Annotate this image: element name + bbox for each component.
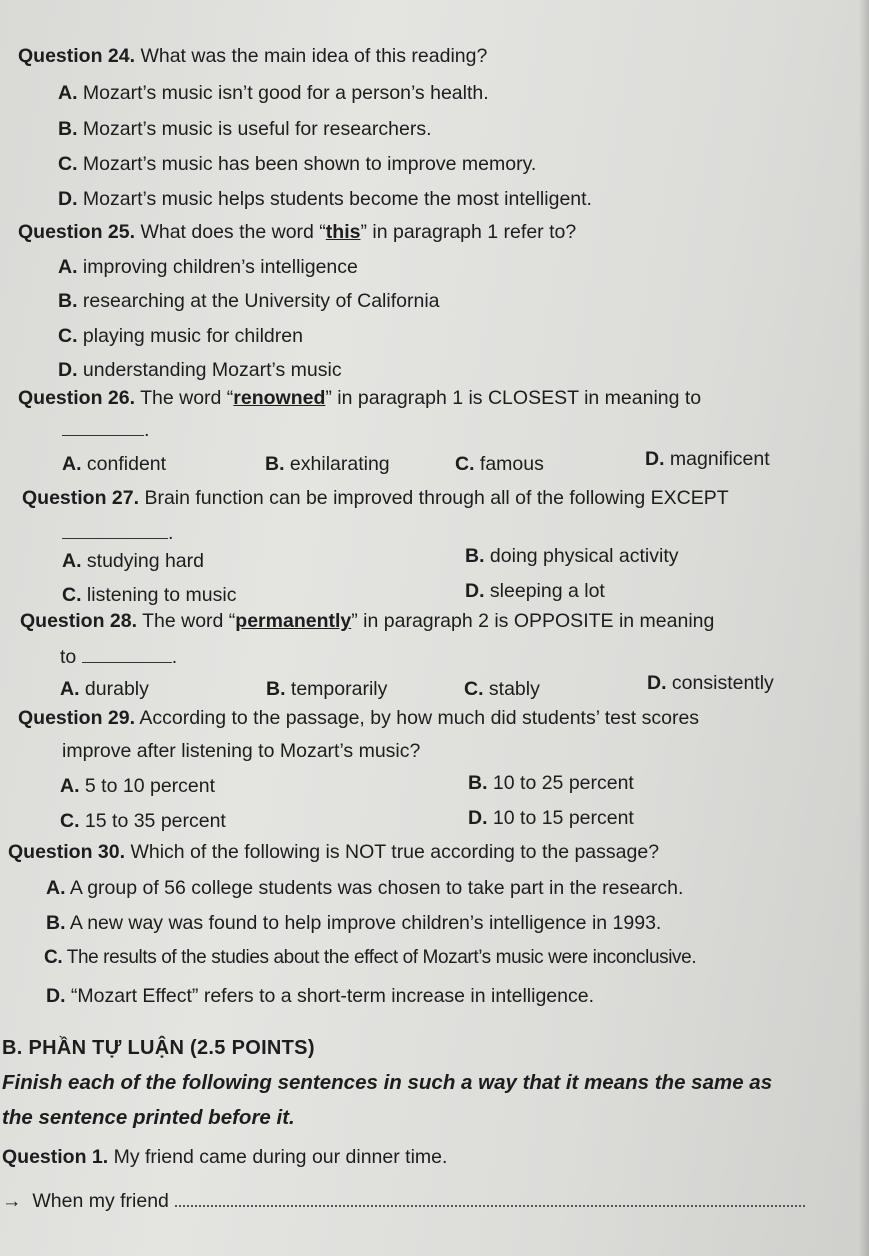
question-28-number: Question 28. xyxy=(20,610,138,632)
question-29-line2: improve after listening to Mozart’s music? xyxy=(62,740,421,762)
q26-option-c[interactable]: C. famous xyxy=(455,453,544,475)
question-30-number: Question 30. xyxy=(8,841,126,863)
q29-option-a[interactable]: A. 5 to 10 percent xyxy=(60,775,216,797)
answer-dotted-line[interactable] xyxy=(175,1191,805,1207)
q24-option-a[interactable]: A. Mozart’s music isn’t good for a person’s health. xyxy=(58,82,489,104)
q28-option-a[interactable]: A. durably xyxy=(60,678,149,700)
question-25-number: Question 25. xyxy=(18,221,136,243)
section-b-instruction-line2: the sentence printed before it. xyxy=(2,1106,295,1129)
question-27-stem: Question 27. Brain function can be improved through all of the following EXCEPT xyxy=(22,487,729,509)
q24-option-b[interactable]: B. Mozart’s music is useful for researchers. xyxy=(58,118,432,140)
q25-option-d[interactable]: D. understanding Mozart’s music xyxy=(58,359,342,381)
question-28-line2[interactable]: to . xyxy=(60,646,178,668)
question-26-keyword: renowned xyxy=(233,387,326,409)
q27-option-a[interactable]: A. studying hard xyxy=(62,550,204,572)
q28-option-b[interactable]: B. temporarily xyxy=(266,678,388,700)
q26-option-a[interactable]: A. confident xyxy=(62,453,167,475)
section-b-instruction-line1: Finish each of the following sentences in such a way that it means the same as xyxy=(2,1071,773,1094)
q29-option-b[interactable]: B. 10 to 25 percent xyxy=(468,772,634,794)
answer-blank xyxy=(62,522,168,539)
question-26-number: Question 26. xyxy=(18,387,136,409)
q30-option-d[interactable]: D. “Mozart Effect” refers to a short-term increase in intelligence. xyxy=(46,985,595,1007)
q30-option-c[interactable]: C. The results of the studies about the effect of Mozart’s music were inconclusive. xyxy=(44,947,697,968)
q30-option-b[interactable]: B. A new way was found to help improve children’s intelligence in 1993. xyxy=(46,912,662,934)
answer-blank xyxy=(82,646,172,663)
section-b-question-1: Question 1. My friend came during our dinner time. xyxy=(2,1146,448,1168)
section-b-heading: B. PHẦN TỰ LUẬN (2.5 POINTS) xyxy=(2,1037,315,1059)
q27-option-c[interactable]: C. listening to music xyxy=(62,584,237,606)
question-25-stem: Question 25. What does the word “this” in paragraph 1 refer to? xyxy=(18,221,577,243)
q26-option-b[interactable]: B. exhilarating xyxy=(265,453,390,475)
q26-option-d[interactable]: D. magnificent xyxy=(645,448,770,470)
arrow-icon: → xyxy=(2,1190,22,1212)
q29-option-d[interactable]: D. 10 to 15 percent xyxy=(468,807,634,829)
q28-option-c[interactable]: C. stably xyxy=(464,678,540,700)
q30-option-a[interactable]: A. A group of 56 college students was chosen to take part in the research. xyxy=(46,877,684,899)
q27-option-b[interactable]: B. doing physical activity xyxy=(465,545,679,567)
q25-option-c[interactable]: C. playing music for children xyxy=(58,325,303,347)
q24-option-c[interactable]: C. Mozart’s music has been shown to improve memory. xyxy=(58,153,537,175)
question-29-number: Question 29. xyxy=(18,707,136,729)
question-26-blank-line[interactable]: . xyxy=(62,418,149,442)
section-b-answer-line-1[interactable]: → When my friend xyxy=(2,1189,805,1213)
question-24-text: What was the main idea of this reading? xyxy=(135,45,488,67)
question-27-blank-line[interactable]: . xyxy=(62,521,173,545)
q29-option-c[interactable]: C. 15 to 35 percent xyxy=(60,810,226,832)
section-b-question-1-number: Question 1. xyxy=(2,1146,109,1168)
question-25-keyword: this xyxy=(325,221,361,243)
question-30-stem: Question 30. Which of the following is NOT true according to the passage? xyxy=(8,841,660,863)
q25-option-b[interactable]: B. researching at the University of California xyxy=(58,290,440,312)
paper-edge-shadow xyxy=(859,0,869,1256)
question-26-stem: Question 26. The word “renowned” in paragraph 1 is CLOSEST in meaning to xyxy=(18,387,702,409)
question-29-stem: Question 29. According to the passage, by how much did students’ test scores xyxy=(18,707,700,729)
question-28-stem: Question 28. The word “permanently” in paragraph 2 is OPPOSITE in meaning xyxy=(20,610,715,632)
q28-option-d[interactable]: D. consistently xyxy=(647,672,774,694)
q27-option-d[interactable]: D. sleeping a lot xyxy=(465,580,605,602)
question-24-number: Question 24. xyxy=(18,45,136,67)
question-27-number: Question 27. xyxy=(22,487,140,509)
answer-blank xyxy=(62,419,144,436)
question-28-keyword: permanently xyxy=(235,610,352,632)
q24-option-d[interactable]: D. Mozart’s music helps students become the most intelligent. xyxy=(58,188,592,210)
question-24-stem xyxy=(18,44,487,68)
q25-option-a[interactable]: A. improving children’s intelligence xyxy=(58,256,358,278)
